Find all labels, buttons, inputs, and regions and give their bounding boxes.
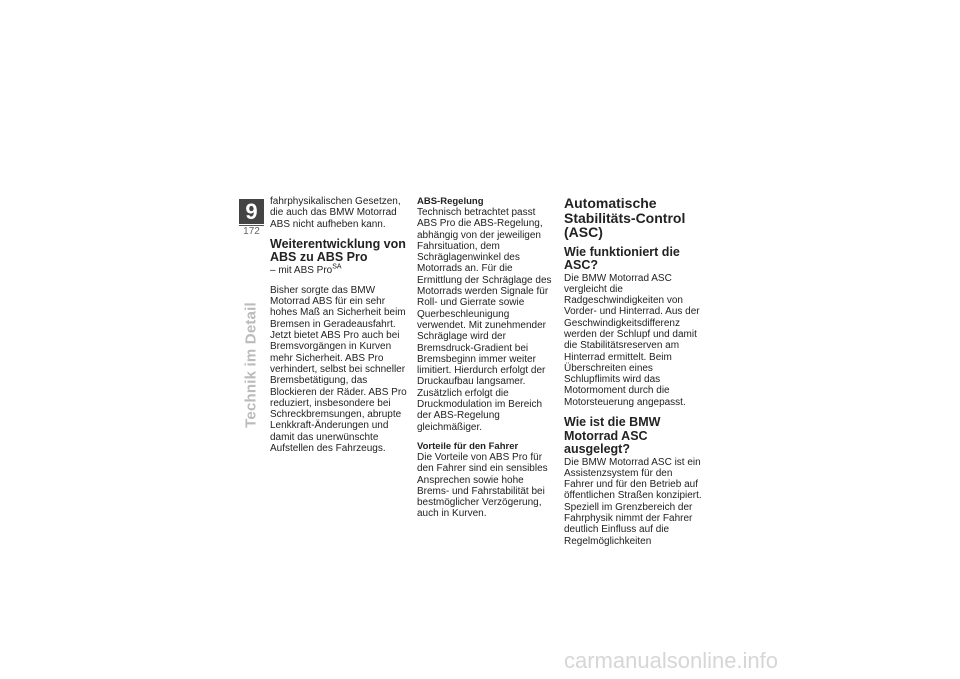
col3-heading-auslegung: Wie ist die BMW Motorrad ASC ausgelegt? xyxy=(564,415,661,457)
col3-body-text-1: Die BMW Motorrad ASC vergleicht die Radgeschwindigkeiten von Vorder- und Hinterrad. Aus der Geschwindigkeitsdifferenz werden der Schlupf und damit die Stabilitätsreserven am Hinterrad ermittelt. Beim Überschreiten eines Schlupflimits wird das Motormoment durch die Motorsteuerung angepasst. xyxy=(564,272,700,408)
col1-subheading-text: – mit ABS Pro xyxy=(270,264,333,276)
column-3 xyxy=(564,196,702,547)
col2-body-text-1: Technisch betrachtet passt ABS Pro die ABS-Regelung, abhängig von der jeweiligen Fahrsituation, dem Schräglagenwinkel des Motorrads an. Für die Ermittlung der Schräglage des Motorrads werden Signale für Roll- und Gierrate sowie Querbeschleunigung verwendet. Mit zunehmender Schräglage wird der Bremsdruck-Gradient bei Bremsbeginn immer weiter limitiert. Hierdurch erfolgt der Druckaufbau langsamer. Zusätzlich erfolgt die Druckmodulation im Bereich der ABS-Regelung gleichmäßiger. xyxy=(417,207,552,433)
column-2 xyxy=(417,196,555,520)
section-title-vertical: Technik im Detail xyxy=(242,302,260,428)
watermark-text: carmanualsonline.info xyxy=(564,648,779,673)
col1-body-text: Bisher sorgte das BMW Motorrad ABS für ein sehr hohes Maß an Sicherheit beim Bremsen in Geradeausfahrt. Jetzt bietet ABS Pro auch bei Bremsvorgängen in Kurven mehr Sicherheit. ABS Pro verhindert, selbst bei schneller Bremsbetätigung, das Blockieren der Räder. ABS Pro reduziert, insbesondere bei Schreckbremsungen, abrupte Lenkkraft-Änderungen und damit das unerwünschte Aufstellen des Fahrzeugs. xyxy=(270,284,407,455)
col3-heading-funktion: Wie funktioniert die ASC? xyxy=(564,244,680,272)
column-1 xyxy=(270,196,408,454)
col3-body-text-2: Die BMW Motorrad ASC ist ein Assistenzsystem für den Fahrer und für den Betrieb auf öffentlichen Straßen konzipiert. Speziell im Grenzbereich der Fahrphysik nimmt der Fahrer deutlich Einfluss auf die Regelmöglichkeiten xyxy=(564,456,702,547)
page-number: 172 xyxy=(243,226,260,237)
col1-subheading-sup: SA xyxy=(332,263,342,271)
col2-heading-abs-regelung: ABS-Regelung xyxy=(417,196,484,207)
col1-heading: Weiterentwicklung von ABS zu ABS Pro xyxy=(270,236,406,265)
col1-subheading xyxy=(270,265,408,276)
col2-body-text-2: Die Vorteile von ABS Pro für den Fahrer sind ein sensibles Ansprechen sowie hohe Brems- und Fahrstabilität bei bestmöglicher Verzögerung, auch in Kurven. xyxy=(417,451,548,520)
col3-title: Automatische Stabilitäts-Control (ASC) xyxy=(564,195,686,240)
chapter-number-badge: 9 xyxy=(239,199,264,224)
col1-intro-text: fahrphysikalischen Gesetzen, die auch das BMW Motorrad ABS nicht aufheben kann. xyxy=(270,196,401,230)
col2-heading-vorteile: Vorteile für den Fahrer xyxy=(417,440,519,452)
